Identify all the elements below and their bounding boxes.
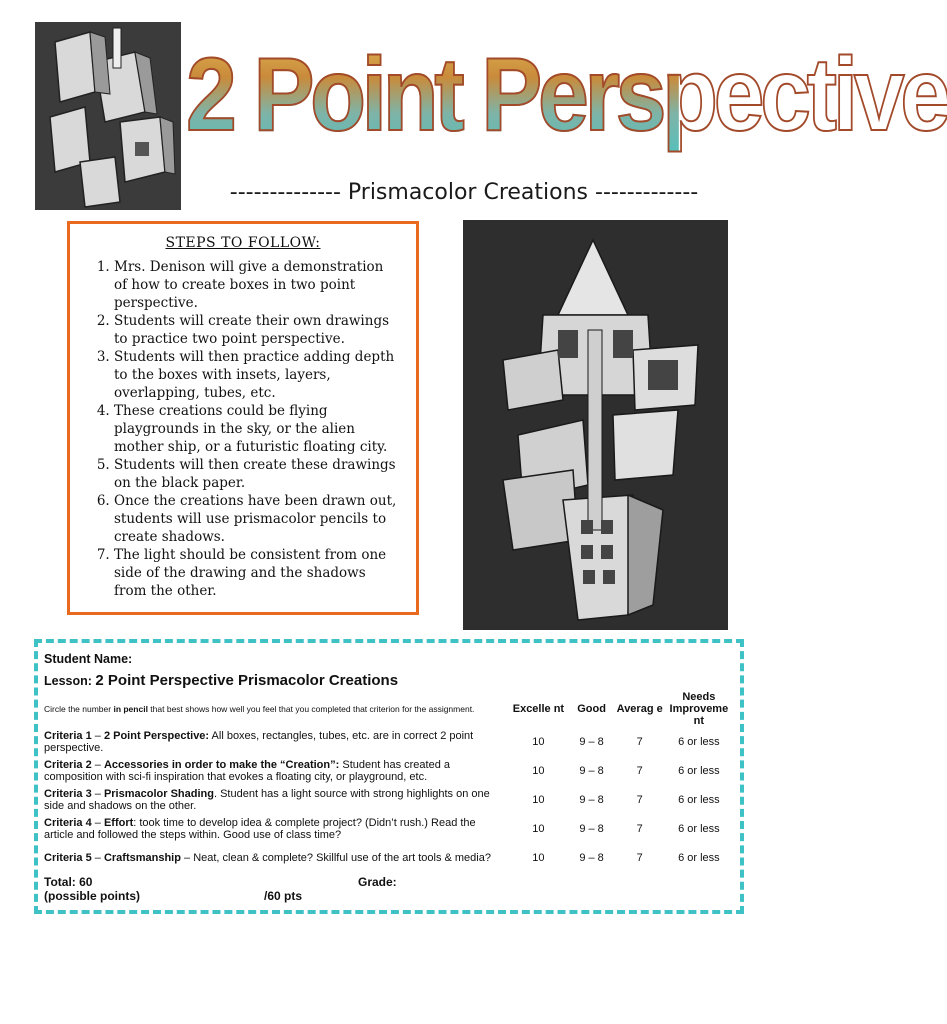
score-needs-improvement[interactable]: 6 or less [678, 735, 720, 748]
step-item: 2. Students will create their own drawings to practice two point perspective. [114, 312, 400, 348]
page-subtitle: -------------- Prismacolor Creations ------------- [229, 180, 699, 205]
criteria-text: – Neat, clean & complete? Skillful use of the art tools & media? [180, 851, 491, 864]
floating-city-drawing-icon [463, 220, 728, 630]
criteria-description: Criteria 4 – Effort: took time to develop idea & complete project? (Didn’t rush.) Read the article and followed the steps within. Good use of class time? [44, 816, 476, 841]
score-good[interactable]: 9 – 8 [579, 735, 604, 748]
page-title: 2 Point Perspective [186, 20, 679, 170]
criteria-label: Criteria 3 [44, 787, 92, 800]
criteria-row [44, 814, 734, 843]
steps-list [86, 258, 400, 600]
score-excellent[interactable]: 10 [532, 851, 545, 864]
score-needs-improvement[interactable]: 6 or less [678, 764, 720, 777]
instruction-text: that best shows how well you feel that you completed that criterion for the assignment. [147, 704, 475, 714]
instruction-text: Circle the number [44, 704, 114, 714]
grading-rubric [34, 639, 744, 914]
score-average[interactable]: 7 [636, 793, 643, 806]
step-item: 3. Students will then practice adding depth to the boxes with insets, layers, overlapping, tubes, etc. [114, 348, 400, 402]
column-header: Excelle nt [512, 703, 565, 715]
step-item: 5. Students will then create these drawings on the black paper. [114, 456, 400, 492]
score-needs-improvement[interactable]: 6 or less [678, 851, 720, 864]
score-excellent[interactable]: 10 [532, 764, 545, 777]
step-item: 6. Once the creations have been drawn out, students will use prismacolor pencils to create shadows. [114, 492, 400, 546]
column-header: Good [577, 703, 606, 715]
criteria-title: Prismacolor Shading [103, 787, 214, 800]
total-label: Total: 60 [44, 875, 93, 889]
rubric-table [44, 691, 734, 872]
total-line [44, 875, 734, 889]
step-item: 4. These creations could be flying playgrounds in the sky, or the alien mother ship, or a futuristic floating city. [114, 402, 400, 456]
criteria-text: All boxes, rectangles, tubes, etc. are in correct 2 point perspective. [44, 729, 474, 754]
score-average[interactable]: 7 [636, 764, 643, 777]
steps-heading: STEPS TO FOLLOW: [165, 235, 321, 251]
criteria-row [44, 843, 734, 872]
points-out-of-label: /60 pts [264, 889, 303, 903]
score-needs-improvement[interactable]: 6 or less [678, 822, 720, 835]
steps-box [67, 221, 419, 615]
possible-points-label: (possible points) [44, 889, 140, 903]
rubric-header-row [44, 691, 734, 727]
criteria-row [44, 785, 734, 814]
header-perspective-drawing-image [35, 22, 181, 210]
column-header: Needs Improveme nt [669, 691, 729, 727]
instruction-emphasis: in pencil [113, 704, 148, 714]
criteria-text: Student has created a composition with sci-fi inspiration that evokes a floating city, or playground, etc. [44, 758, 450, 783]
possible-line [44, 889, 734, 903]
step-item: 7. The light should be consistent from one side of the drawing and the shadows from the other. [114, 546, 400, 600]
score-needs-improvement[interactable]: 6 or less [678, 793, 720, 806]
score-good[interactable]: 9 – 8 [579, 793, 604, 806]
criteria-title: Accessories in order to make the “Creation”: [103, 758, 340, 771]
student-name-label: Student Name: [44, 652, 133, 666]
step-item: 1. Mrs. Denison will give a demonstration of how to create boxes in two point perspective. [114, 258, 400, 312]
lesson-line [44, 672, 734, 689]
criteria-row [44, 727, 734, 756]
score-good[interactable]: 9 – 8 [579, 764, 604, 777]
criteria-title: Craftsmanship [103, 851, 181, 864]
criteria-description: Criteria 3 – Prismacolor Shading. Student has a light source with strong highlights on one side and shadows on the other. [44, 787, 490, 812]
score-average[interactable]: 7 [636, 851, 643, 864]
criteria-description: Criteria 5 – Craftsmanship – Neat, clean & complete? Skillful use of the art tools & media? [44, 851, 491, 864]
grade-label: Grade: [358, 875, 397, 889]
lesson-label: Lesson: [44, 674, 92, 688]
score-excellent[interactable]: 10 [532, 793, 545, 806]
score-excellent[interactable]: 10 [532, 822, 545, 835]
score-average[interactable]: 7 [636, 822, 643, 835]
perspective-drawing-icon [35, 22, 181, 210]
score-average[interactable]: 7 [636, 735, 643, 748]
criteria-label: Criteria 4 [44, 816, 92, 829]
criteria-text: : took time to develop idea & complete project? (Didn’t rush.) Read the article and followed the steps within. Good use of class time? [44, 816, 476, 841]
lesson-title: 2 Point Perspective Prismacolor Creations [95, 672, 399, 689]
criteria-row [44, 756, 734, 785]
score-good[interactable]: 9 – 8 [579, 822, 604, 835]
criteria-title: 2 Point Perspective: [103, 729, 210, 742]
score-good[interactable]: 9 – 8 [579, 851, 604, 864]
criteria-text: . Student has a light source with strong highlights on one side and shadows on the other. [44, 787, 490, 812]
rubric-instructions [44, 691, 509, 727]
criteria-description: Criteria 2 – Accessories in order to make the “Creation”: Student has created a composition with sci-fi inspiration that evokes a floating city, or playground, etc. [44, 758, 450, 783]
criteria-title: Effort [103, 816, 134, 829]
score-excellent[interactable]: 10 [532, 735, 545, 748]
criteria-label: Criteria 5 [44, 851, 92, 864]
criteria-description: Criteria 1 – 2 Point Perspective: All boxes, rectangles, tubes, etc. are in correct 2 point perspective. [44, 729, 474, 754]
criteria-label: Criteria 1 [44, 729, 92, 742]
column-header: Averag e [616, 703, 663, 715]
criteria-label: Criteria 2 [44, 758, 92, 771]
example-artwork-image [463, 220, 728, 630]
